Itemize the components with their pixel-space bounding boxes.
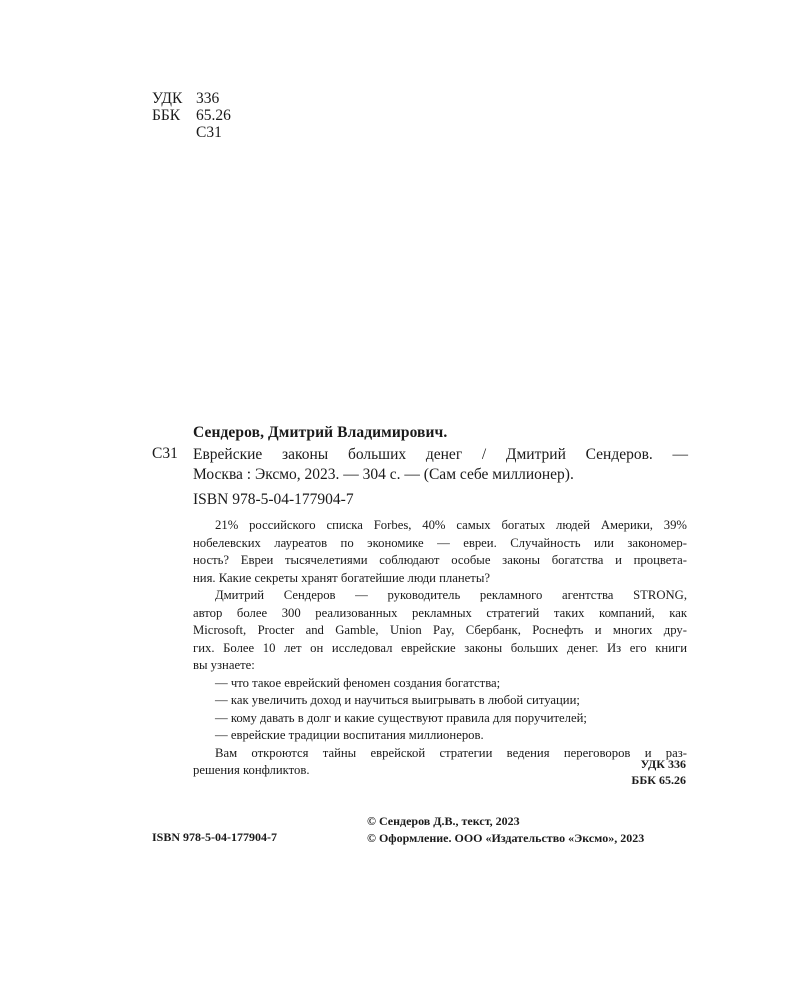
annotation-line: Вам откроются тайны еврейской стратегии ведения переговоров и раз- xyxy=(215,745,687,760)
description-line: Москва : Эксмо, 2023. — 304 с. — (Сам себе миллионер). xyxy=(193,465,574,483)
bullet-item: — что такое еврейский феномен создания богатства; xyxy=(215,675,501,690)
isbn-entry: ISBN 978-5-04-177904-7 xyxy=(193,491,354,508)
bullet-item: — еврейские традиции воспитания миллионеров. xyxy=(215,728,484,742)
author-mark-row xyxy=(152,124,231,141)
udk-label: УДК xyxy=(152,90,183,107)
annotation-line: гих. Более 10 лет он исследовал еврейские законы больших денег. Из его книги xyxy=(193,640,687,655)
footer-udk: УДК 336 xyxy=(640,757,686,771)
annotation-line: автор более 300 реализованных рекламных стратегий таких компаний, как xyxy=(193,605,687,620)
footer-isbn: ISBN 978-5-04-177904-7 xyxy=(152,830,277,844)
annotation-line: нобелевских лауреатов по экономике — евреи. Случайность или закономер- xyxy=(193,535,687,550)
annotation-line: Microsoft, Procter and Gamble, Union Pay, Сбербанк, Роснефть и многих дру- xyxy=(193,623,687,637)
author-mark-value: С31 xyxy=(196,124,222,141)
bullet-item: — как увеличить доход и научиться выигрывать в любой ситуации; xyxy=(215,693,580,707)
author-mark: С31 xyxy=(152,445,178,462)
bullet-item: — кому давать в долг и какие существуют правила для поручителей; xyxy=(215,710,587,725)
copyright-design: © Оформление. ООО «Издательство «Эксмо», 2023 xyxy=(367,831,645,845)
bbk-label: ББК xyxy=(152,107,181,124)
annotation-line: ния. Какие секреты хранят богатейшие люди планеты? xyxy=(193,570,490,585)
classification-block xyxy=(152,90,231,141)
annotation-line: решения конфликтов. xyxy=(193,763,310,777)
copyright-block xyxy=(367,813,644,847)
annotation-line: вы узнаете: xyxy=(193,658,255,672)
bibliographic-description xyxy=(193,445,688,484)
bbk-value: 65.26 xyxy=(196,107,231,124)
bbk-row xyxy=(152,107,231,124)
udk-value: 336 xyxy=(196,90,220,107)
copyright-text: © Сендеров Д.В., текст, 2023 xyxy=(367,814,520,828)
udk-row xyxy=(152,90,231,107)
footer-bbk: ББК 65.26 xyxy=(631,773,686,787)
author-heading: Сендеров, Дмитрий Владимирович. xyxy=(193,424,448,441)
description-line: Еврейские законы больших денег / Дмитрий Сендеров. — xyxy=(193,446,688,463)
annotation xyxy=(193,517,687,780)
annotation-line: 21% российского списка Forbes, 40% самых богатых людей Америки, 39% xyxy=(215,518,687,532)
annotation-line: ность? Евреи тысячелетиями соблюдают особые законы богатства и процвета- xyxy=(193,553,687,567)
annotation-line: Дмитрий Сендеров — руководитель рекламного агентства STRONG, xyxy=(215,588,687,602)
footer-classification xyxy=(560,756,686,788)
